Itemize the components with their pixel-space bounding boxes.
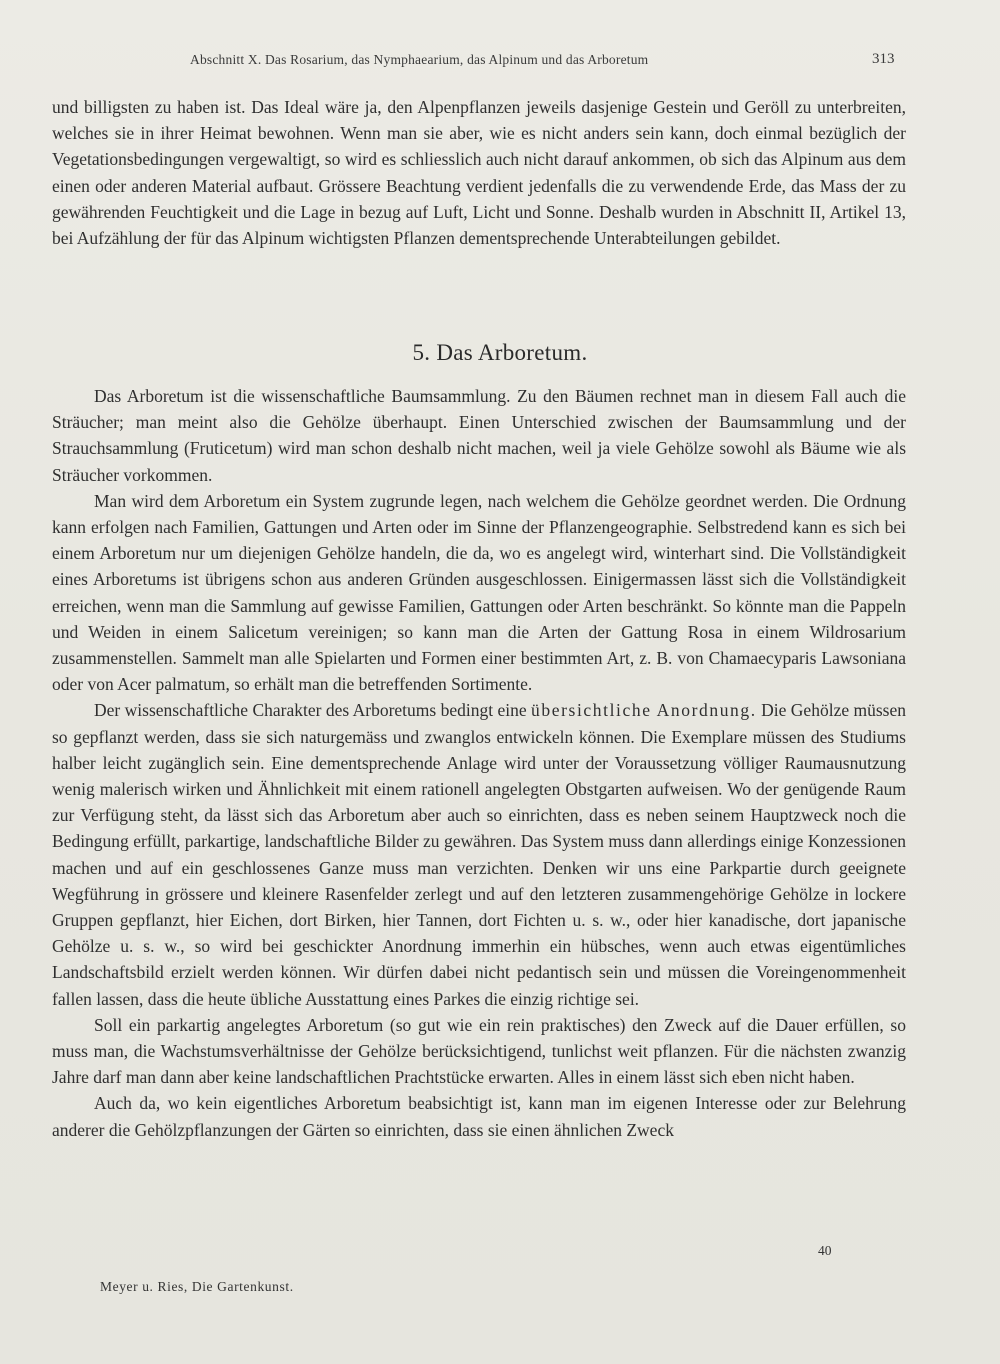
text-run: Die Gehölze müssen so gepflanzt werden, dass sie sich naturgemäss und zwanglos entwickeln können. Die Exemplare müssen des Studiums halber leicht zugänglich sein. Eine dementsprechende Anlage wird unter der Voraussetzung völliger Raumausnutzung wenig malerisch wirken und Ähnlichkeit mit einem rationell angelegten Obstgarten aufweisen. Wo der genügende Raum zur Verfügung steht, da lässt sich das Arboretum aber auch so einrichten, dass es neben seinem Hauptzweck noch die Bedingung erfüllt, parkartige, landschaftliche Bilder zu gewähren. Das System muss dann allerdings einige Konzessionen machen und auf ein geschlossenes Ganze muss man verzichten. Denken wir uns eine Parkpartie durch geeignete Wegführung in grössere und kleinere Rasenfelder zerlegt und auf den letzteren zusammengehörige Gehölze in lockere Gruppen gepflanzt, hier Eichen, dort Birken, hier Tannen, dort Fichten u. s. w., oder hier kanadische, dort japanische Gehölze u. s. w., so wird bei geschickter Anordnung immerhin ein hübsches, wenn auch etwas eigentümliches Landschaftsbild erzielt werden können. Wir dürfen dabei nicht pedantisch sein und müssen die Voreingenommenheit fallen lassen, dass die heute übliche Ausstattung eines Parkes die einzig richtige sei. [52,700,906,1009]
emphasized-phrase: übersichtliche Anordnung. [531,700,757,721]
section-body [52,383,906,1143]
running-head: Abschnitt X. Das Rosarium, das Nymphaearium, das Alpinum und das Arboretum [190,52,649,67]
printer-signature: Meyer u. Ries, Die Gartenkunst. [100,1279,294,1294]
text-run: Der wissenschaftliche Charakter des Arboretums bedingt eine [94,700,532,721]
intro-block [52,94,906,251]
signature-mark: 40 [818,1243,832,1258]
paragraph: Auch da, wo kein eigentliches Arboretum beabsichtigt ist, kann man im eigenen Interesse oder zur Belehrung anderer die Gehölzpflanzungen der Gärten so einrichten, dass sie einen ähnlichen Zweck [52,1093,906,1140]
paragraph [52,697,906,1011]
paragraph: Das Arboretum ist die wissenschaftliche Baumsammlung. Zu den Bäumen rechnet man in diesem Fall auch die Sträucher; man meint also die Gehölze überhaupt. Einen Unterschied zwischen der Baumsammlung und der Strauchsammlung (Fruticetum) wird man schon deshalb nicht machen, weil ja viele Gehölze sowohl als Bäume wie als Sträucher vorkommen. [52,386,906,485]
section-heading: 5. Das Arboretum. [412,340,588,365]
paragraph: und billigsten zu haben ist. Das Ideal wäre ja, den Alpenpflanzen jeweils dasjenige Gestein und Geröll zu unterbreiten, welches sie in ihrer Heimat bewohnen. Wenn man sie aber, wie es nicht anders sein kann, doch einmal bezüglich der Vegetationsbedingungen vergewaltigt, so wird es schliesslich auch nicht darauf ankommen, ob sich das Alpinum aus dem einen oder anderen Material aufbaut. Grössere Beachtung verdient jedenfalls die zu verwendende Erde, das Mass der zu gewährenden Feuchtigkeit und die Lage in bezug auf Luft, Licht und Sonne. Deshalb wurden in Abschnitt II, Artikel 13, bei Aufzählung der für das Alpinum wichtigsten Pflanzen dementsprechende Unterabteilungen gebildet. [52,97,906,249]
paragraph: Soll ein parkartig angelegtes Arboretum (so gut wie ein rein praktisches) den Zweck auf die Dauer erfüllen, so muss man, die Wachstumsverhältnisse der Gehölze berücksichtigend, tunlichst weit pflanzen. Für die nächsten zwanzig Jahre darf man dann aber keine landschaftlichen Prachtstücke erwarten. Alles in einem lässt sich eben nicht haben. [52,1014,906,1088]
page-number: 313 [872,51,895,67]
paragraph: Man wird dem Arboretum ein System zugrunde legen, nach welchem die Gehölze geordnet werden. Die Ordnung kann erfolgen nach Familien, Gattungen und Arten oder im Sinne der Pflanzengeographie. Selbstredend kann es sich bei einem Arboretum nur um diejenigen Gehölze handeln, die da, wo es angelegt wird, winterhart sind. Die Vollständigkeit eines Arboretums ist übrigens schon aus anderen Gründen ausgeschlossen. Einigermassen lässt sich die Vollständigkeit erreichen, wenn man die Sammlung auf gewisse Familien, Gattungen oder Arten beschränkt. So könnte man die Pappeln und Weiden in einem Salicetum vereinigen; so kann man die Arten der Gattung Rosa in einem Wildrosarium zusammenstellen. Sammelt man alle Spielarten und Formen einer bestimmten Art, z. B. von Chamaecyparis Lawsoniana oder von Acer palmatum, so erhält man die betreffenden Sortimente. [52,490,906,695]
